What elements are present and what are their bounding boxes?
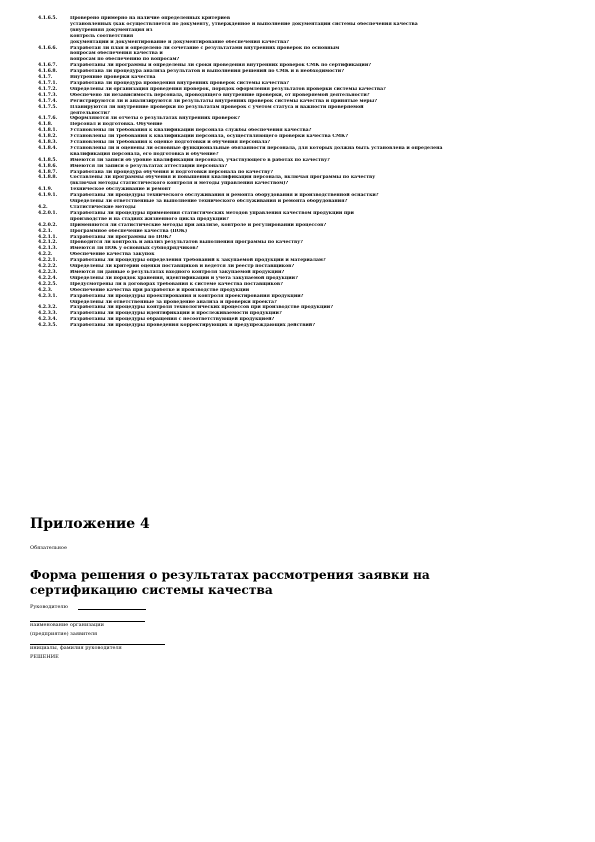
row-text bbox=[70, 146, 558, 158]
row-number: 4.1.8.2. bbox=[38, 134, 58, 140]
row-text-line: деятельности? bbox=[70, 110, 110, 116]
row-text-line: Оформляются ли отчеты о результатах внутренних проверок? bbox=[70, 116, 240, 122]
row-text-line: Разработаны ли процедуры обращения с несоответствующей продукцией? bbox=[70, 317, 275, 323]
row-number: 4.2.1.2. bbox=[38, 240, 58, 246]
row-text-line: Программное обеспечение качества (ПОК) bbox=[70, 228, 188, 234]
row-text-line: Установлены ли требования к квалификации персонала службы обеспечения качества? bbox=[70, 128, 312, 134]
row-number: 4.1.8.4. bbox=[38, 145, 58, 151]
row-text-line: Планируются ли внутренние проверки по результатам проверок с учетом статуса и важности проверяемой bbox=[70, 104, 364, 110]
row-text-line: Разработаны ли программы по ПОК? bbox=[70, 234, 172, 240]
row-text bbox=[70, 193, 558, 205]
mandatory-label: Обязательное bbox=[30, 545, 67, 551]
row-number: 4.1.8.3. bbox=[38, 140, 58, 146]
row-number: 4.2.1. bbox=[38, 228, 53, 234]
row-text-line: Определены ли ответственные за проведение анализа и проверки проекта? bbox=[70, 299, 277, 305]
row-text bbox=[70, 294, 558, 306]
row-number: 4.2.3.1. bbox=[38, 293, 58, 299]
table-row bbox=[38, 16, 558, 46]
checklist-table bbox=[38, 16, 558, 329]
row-text-line: Разработаны ли процедуры проведения корректирующих и предупреждающих действий? bbox=[70, 323, 315, 329]
row-text-line: Установлены ли и оценены ли основные функциональные обязанности персонала, для которых должна быть установлена и определена bbox=[70, 145, 443, 151]
row-number: 4.2.2.2. bbox=[38, 264, 58, 270]
row-number: 4.1.8. bbox=[38, 122, 53, 128]
row-text-line: установленных (как осуществляется по документу, утвержденное и выполнение документации системы обеспечения качества bbox=[70, 21, 418, 27]
row-number: 4.1.6.7. bbox=[38, 63, 58, 69]
row-number: 4.1.7.5. bbox=[38, 104, 58, 110]
row-text bbox=[70, 323, 558, 329]
row-text-line: Разработаны ли процедуры контроля технологических процессов при производстве продукции? bbox=[70, 305, 333, 311]
table-row bbox=[38, 294, 558, 306]
table-row bbox=[38, 105, 558, 117]
row-number: 4.2.0.1. bbox=[38, 210, 58, 216]
row-text-line: квалификация персонала, его подготовка и обучение? bbox=[70, 151, 219, 157]
decision-label: РЕШЕНИЕ bbox=[30, 654, 59, 660]
row-text-line: Имеются ли ПОК у основных субподрядчиков? bbox=[70, 246, 199, 252]
row-number: 4.1.7. bbox=[38, 75, 53, 81]
row-number: 4.1.7.6. bbox=[38, 116, 58, 122]
row-number: 4.1.8.5. bbox=[38, 157, 58, 163]
applicant-label: (предприятие) заявителя bbox=[30, 631, 98, 637]
row-number: 4.1.8.6. bbox=[38, 163, 58, 169]
row-text-line: Составлены ли программы обучения и повышения квалификации персонала, включая программы по качеству bbox=[70, 175, 376, 181]
row-text-line: Разработана ли процедура проведения внутренних проверок системы качества? bbox=[70, 80, 289, 86]
row-number: 4.2.1.3. bbox=[38, 246, 58, 252]
row-text-line: Разработаны ли процедуры технического обслуживания и ремонта оборудования и производственной оснастки? bbox=[70, 193, 379, 199]
row-number: 4.2.2.5. bbox=[38, 281, 58, 287]
row-number: 4.2.0.2. bbox=[38, 222, 58, 228]
row-number: 4.1.7.4. bbox=[38, 98, 58, 104]
row-text-line: (внутренняя документация из bbox=[70, 27, 153, 33]
row-text-line: Имеются ли данные о результатах входного контроля закупаемой продукции? bbox=[70, 269, 285, 275]
name-caption: инициалы, фамилия руководителя bbox=[30, 645, 122, 651]
table-row bbox=[38, 211, 558, 223]
row-number: 4.2.2.4. bbox=[38, 275, 58, 281]
row-text-line: Установлены ли требования к квалификации персонала, осуществляющего проверки качества СМК? bbox=[70, 134, 348, 140]
row-text-line: Определены ли ответственные за выполнение технического обслуживания и ремонта оборудования? bbox=[70, 199, 348, 205]
row-text-line: Применяются ли статистические методы при анализе, контроле и регулировании процессов? bbox=[70, 222, 327, 228]
table-row bbox=[38, 323, 558, 329]
row-text bbox=[70, 105, 558, 117]
row-text-line: Внутренние проверки качества bbox=[70, 75, 156, 81]
row-number: 4.1.8.7. bbox=[38, 169, 58, 175]
row-text-line: Проводится ли контроль и анализ результатов выполнения программы по качеству? bbox=[70, 240, 303, 246]
row-text-line: производстве и на стадиях жизненного цикла продукции? bbox=[70, 216, 229, 222]
row-number: 4.1.7.3. bbox=[38, 92, 58, 98]
row-text-line: контроль соответствия bbox=[70, 33, 134, 39]
row-text-line: Регистрируются ли и анализируются ли результаты внутренних проверок системы качества и принятые меры? bbox=[70, 98, 377, 104]
row-text-line: Статистические методы bbox=[70, 205, 136, 210]
row-number: 4.1.6.6. bbox=[38, 45, 58, 51]
row-number: 4.2.3.3. bbox=[38, 311, 58, 317]
row-text-line: Разработаны ли процедуры определения требований к закупаемой продукции и материалам? bbox=[70, 258, 326, 264]
row-text-line: Разработаны ли процедуры идентификации и прослеживаемости продукции? bbox=[70, 311, 282, 317]
row-text-line: Разработана ли процедура обучения и подготовки персонала по качеству? bbox=[70, 169, 273, 175]
row-text-line: документации и документирование и документирование обеспечения качества? bbox=[70, 39, 289, 45]
row-text-line: Имеются ли записи о результатах аттестации персонала? bbox=[70, 163, 227, 169]
table-row bbox=[38, 175, 558, 187]
row-text-line: Определены ли критерии оценки поставщиков и ведется ли реестр поставщиков? bbox=[70, 264, 295, 270]
row-text-line: Обеспечено ли независимость персонала, проводящего внутренние проверки, от проверяемой деятельности? bbox=[70, 92, 370, 98]
head-label: Руководителю bbox=[30, 604, 68, 610]
table-row bbox=[38, 193, 558, 205]
row-number: 4.2.2.1. bbox=[38, 258, 58, 264]
appendix-heading: Приложение 4 bbox=[30, 516, 150, 532]
row-number: 4.1.9. bbox=[38, 187, 53, 193]
row-text-line: Обеспечение качества закупок bbox=[70, 252, 155, 258]
row-text-line: Разработаны ли процедуры проектирования и контроля проектирования продукции? bbox=[70, 293, 304, 299]
row-text-line: Разработана ли процедура анализа результатов и выполнения решений по СМК и в необходимости? bbox=[70, 69, 344, 75]
row-text-line: вопросам обеспечения качества и bbox=[70, 51, 163, 57]
row-text-line: Предусмотрены ли в договорах требования к системе качества поставщиков? bbox=[70, 281, 283, 287]
row-text-line: Техническое обслуживание и ремонт bbox=[70, 187, 171, 193]
row-text bbox=[70, 46, 558, 64]
row-text-line: Имеются ли записи об уровне квалификации персонала, участвующего в работах по качеству? bbox=[70, 157, 330, 163]
row-text bbox=[70, 175, 558, 187]
table-row bbox=[38, 146, 558, 158]
row-text bbox=[70, 16, 558, 46]
row-text-line: Разработан ли план и определено ли сочетание с результатами внутренних проверок по основным bbox=[70, 45, 340, 51]
row-number: 4.1.8.1. bbox=[38, 128, 58, 134]
row-text-line: Разработаны ли процедуры применения статистических методов управления качеством продукции при bbox=[70, 210, 354, 216]
row-number: 4.1.8.8. bbox=[38, 175, 58, 181]
row-text-line: Установлены ли требования к оценке подготовки и обучения персонала? bbox=[70, 140, 270, 146]
row-text-line: Определены ли порядок хранения, идентификации и учета закупаемой продукции? bbox=[70, 275, 298, 281]
row-number: 4.1.7.2. bbox=[38, 86, 58, 92]
row-text-line: Разработаны ли программы и определены ли сроки проведения внутренних проверок СМК по сертификации? bbox=[70, 63, 371, 69]
row-text-line: Обеспечение качества при разработке и производстве продукции bbox=[70, 287, 250, 293]
row-text-line: Определены ли организация проведения проверок, порядок оформления результатов проверки системы качества? bbox=[70, 86, 386, 92]
row-text bbox=[70, 211, 558, 223]
row-number: 4.1.7.1. bbox=[38, 80, 58, 86]
row-number: 4.2.2.3. bbox=[38, 269, 58, 275]
row-number: 4.2. bbox=[38, 205, 48, 210]
row-number: 4.2.2. bbox=[38, 252, 53, 258]
row-text-line: Персонал и подготовка. Обучение bbox=[70, 122, 163, 128]
row-text-line: вопросам по обеспечению по вопросам? bbox=[70, 57, 180, 63]
row-number: 4.2.3.5. bbox=[38, 323, 58, 329]
row-number: 4.1.6.5. bbox=[38, 16, 58, 21]
table-row bbox=[38, 46, 558, 64]
form-title: Форма решения о результатах рассмотрения заявки на сертификацию системы качества bbox=[30, 568, 430, 597]
row-number: 4.1.6.8. bbox=[38, 69, 58, 75]
signature-line bbox=[78, 609, 146, 610]
row-text-line: Проверено примерно на наличие определенных критериев bbox=[70, 16, 231, 21]
row-number: 4.2.3.4. bbox=[38, 317, 58, 323]
row-text-line: (включая методы статистического контроля и методы управления качеством)? bbox=[70, 181, 289, 187]
row-number: 4.2.1.1. bbox=[38, 234, 58, 240]
row-number: 4.2.3. bbox=[38, 287, 53, 293]
row-number: 4.1.9.1. bbox=[38, 193, 58, 199]
row-number: 4.2.3.2. bbox=[38, 305, 58, 311]
org-caption: наименование организации bbox=[30, 622, 104, 628]
